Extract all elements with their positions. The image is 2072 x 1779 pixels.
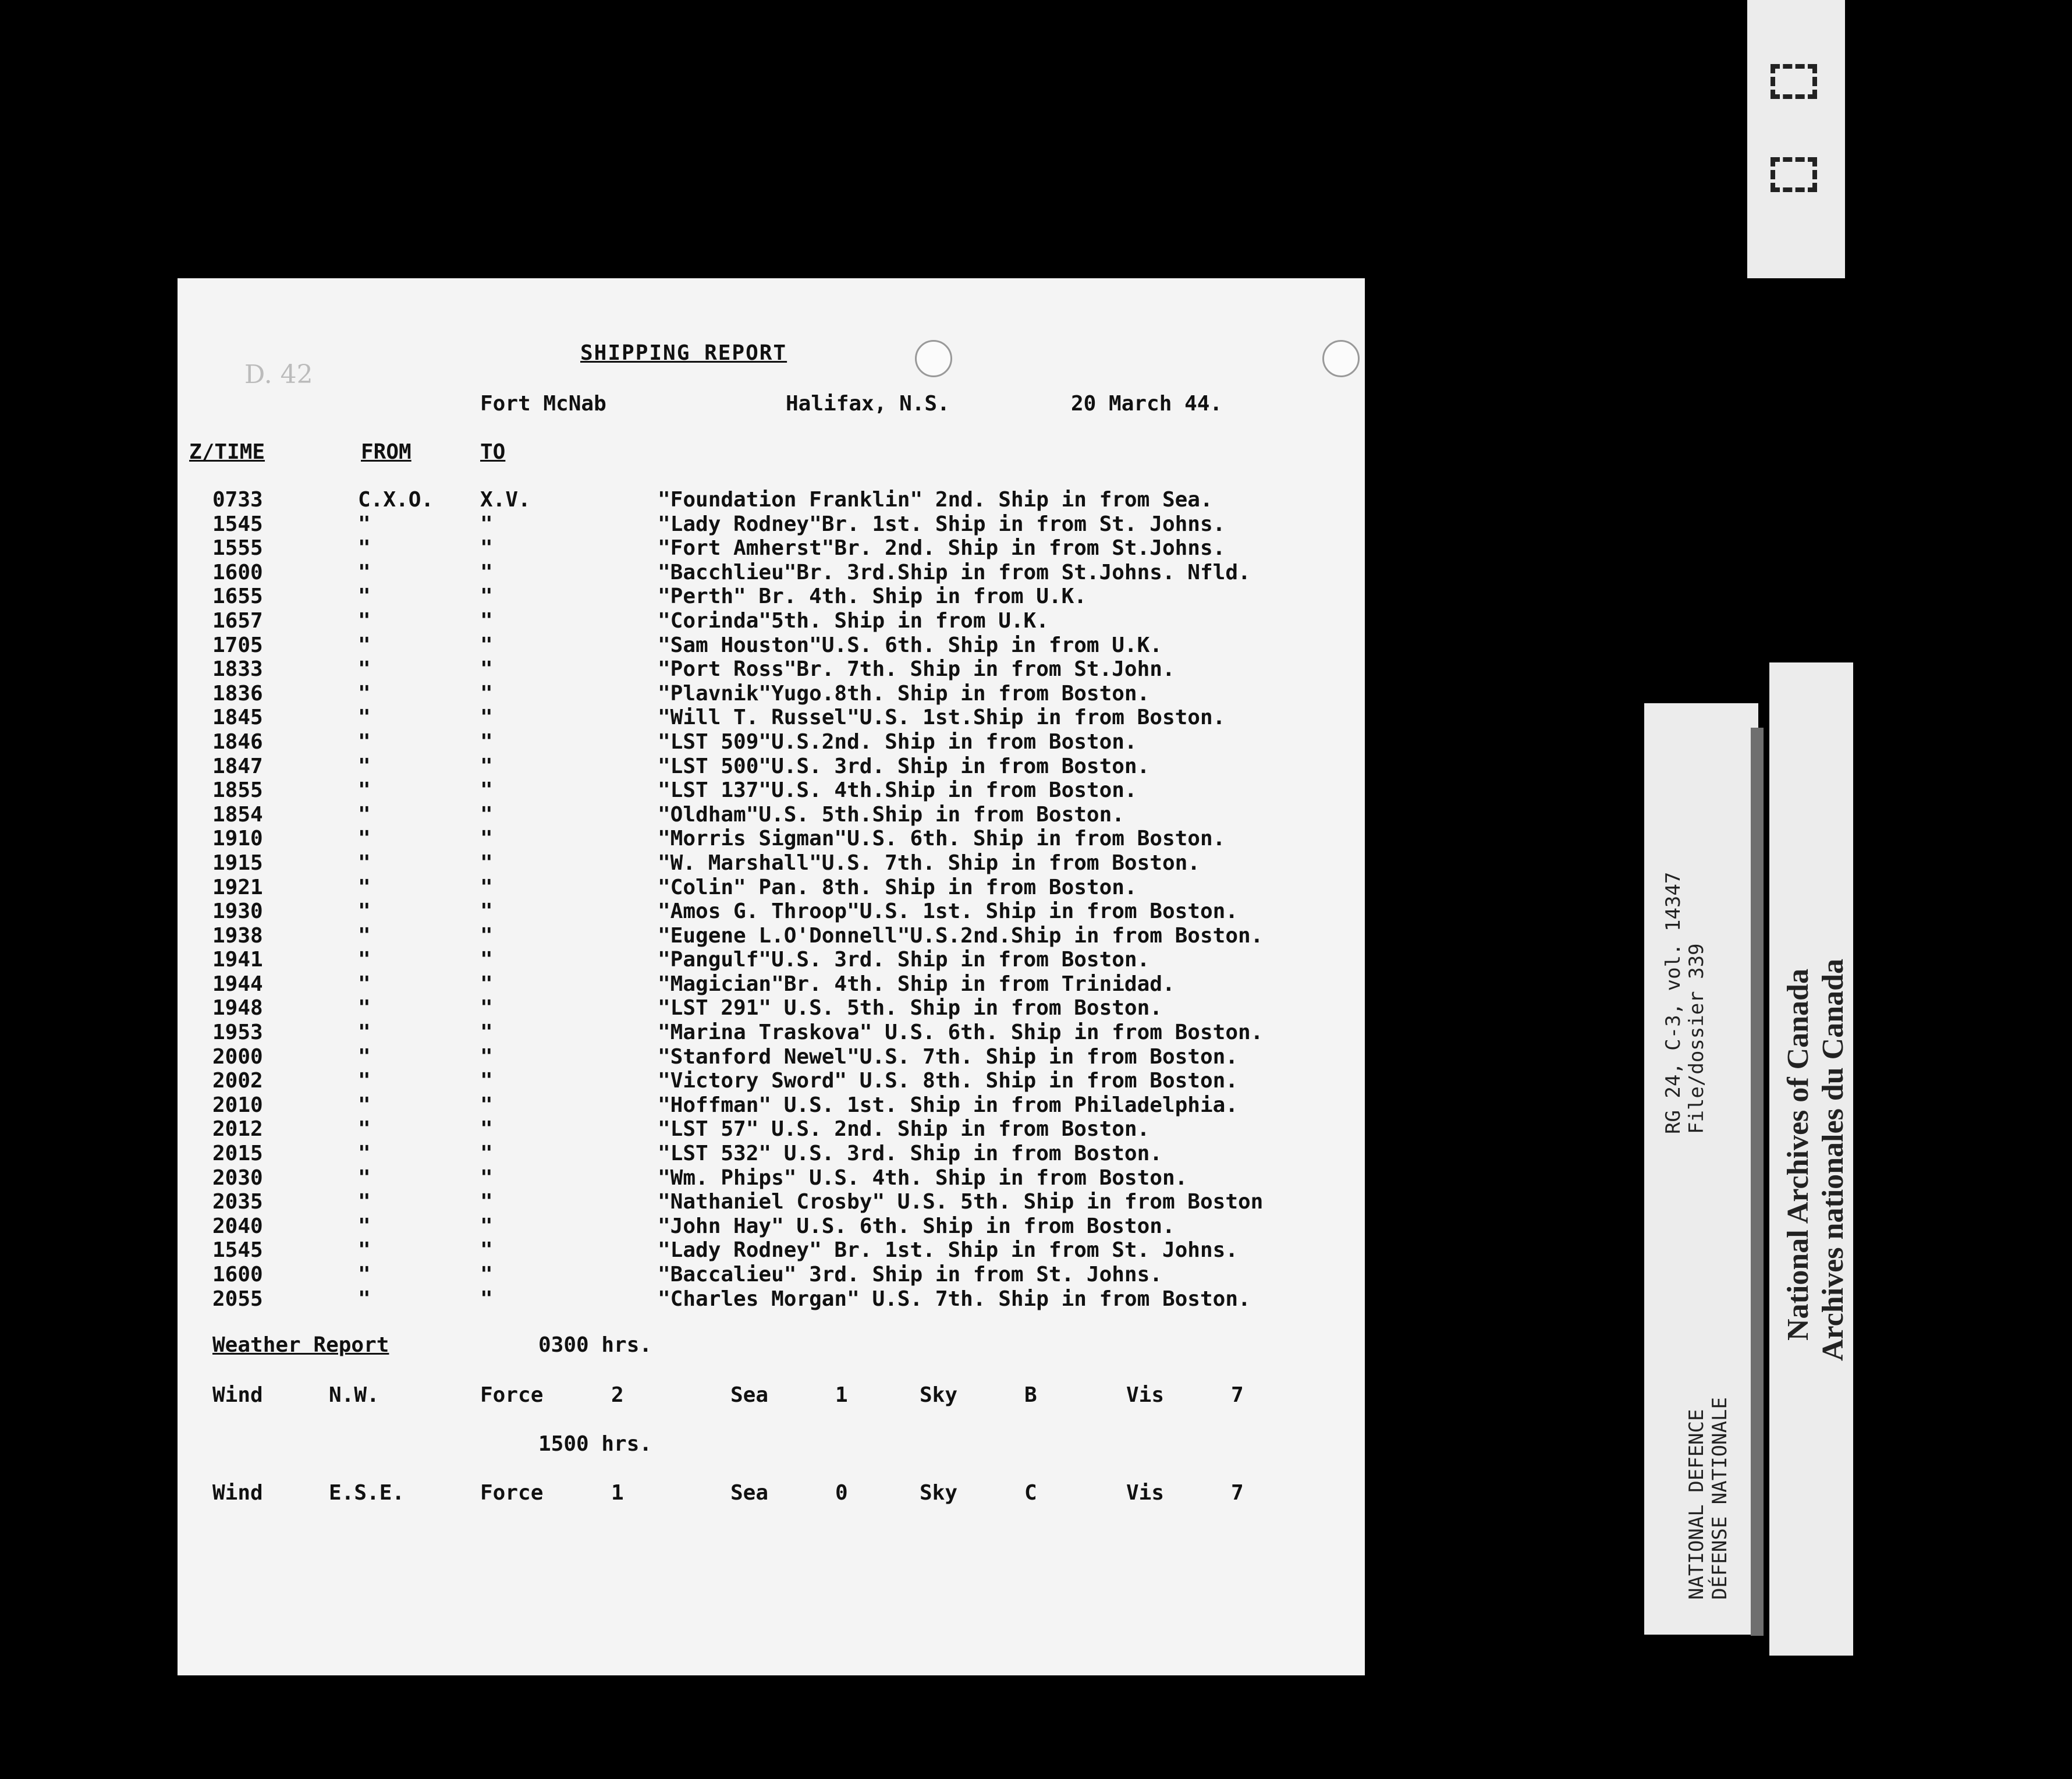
entry-from: " [358,1093,371,1117]
entry-from: " [358,729,371,754]
entry-from: " [358,778,371,803]
entry-description: "Corinda"5th. Ship in from U.K. [658,608,1049,633]
entry-description: "Victory Sword" U.S. 8th. Ship in from Boston. [658,1069,1238,1093]
table-row [178,657,1365,682]
table-row [178,827,1365,851]
entry-time: 1854 [212,802,263,827]
table-row [178,1045,1365,1069]
entry-description: "Lady Rodney"Br. 1st. Ship in from St. Johns. [658,512,1226,536]
entry-time: 2055 [212,1287,263,1311]
table-row [178,1020,1365,1045]
table-row [178,899,1365,924]
entry-from: " [358,972,371,996]
entry-to: " [480,681,493,706]
entry-from: " [358,1287,371,1311]
entry-to: " [480,923,493,948]
dept-line-1: NATIONAL DEFENCE [1685,1409,1708,1600]
entry-to: " [480,1044,493,1069]
table-row [178,851,1365,876]
reference-line-2: File/dossier 339 [1685,943,1708,1134]
entry-from: " [358,1117,371,1142]
reference-line-1: RG 24, C-3, vol. 14347 [1662,871,1685,1134]
entry-time: 2002 [212,1069,263,1093]
entry-description: "Bacchlieu"Br. 3rd.Ship in from St.Johns. Nfld. [658,560,1251,584]
frame-mark-icon [1771,157,1817,192]
entry-time: 2010 [212,1093,263,1117]
entry-from: " [358,1142,371,1166]
entry-to: " [480,850,493,875]
entry-from: " [358,996,371,1020]
entry-to: " [480,1287,493,1311]
weather-time-1: 0300 hrs. [538,1333,652,1357]
entry-to: " [480,1214,493,1238]
entry-from: " [358,1165,371,1190]
sky-value: B [1024,1383,1037,1407]
force-label: Force [480,1481,544,1505]
entry-description: "LST 137"U.S. 4th.Ship in from Boston. [658,778,1137,803]
entry-time: 0733 [212,488,263,512]
entry-time: 1915 [212,850,263,875]
entry-to: " [480,1093,493,1117]
table-row [178,1166,1365,1190]
entry-time: 1705 [212,633,263,657]
national-archives-strip [1769,662,1853,1656]
entry-description: "LST 57" U.S. 2nd. Ship in from Boston. [658,1117,1150,1142]
entry-to: " [480,827,493,851]
entry-description: "LST 500"U.S. 3rd. Ship in from Boston. [658,754,1150,778]
entry-from: " [358,899,371,924]
entry-time: 1655 [212,584,263,609]
table-row [178,706,1365,730]
report-city: Halifax, N.S. [786,392,950,416]
table-row [178,1069,1365,1093]
entry-to: " [480,1142,493,1166]
entry-description: "Port Ross"Br. 7th. Ship in from St.John. [658,657,1175,682]
entry-description: "Wm. Phips" U.S. 4th. Ship in from Boston. [658,1165,1188,1190]
entry-time: 1953 [212,1020,263,1045]
entry-to: " [480,1190,493,1214]
archive-line-1: National Archives of Canada [1782,969,1815,1341]
entry-time: 2015 [212,1142,263,1166]
entry-from: " [358,706,371,730]
entry-description: "LST 291" U.S. 5th. Ship in from Boston. [658,996,1162,1020]
entry-time: 2040 [212,1214,263,1238]
entry-from: " [358,827,371,851]
entry-from: " [358,754,371,778]
entry-to: " [480,729,493,754]
entry-description: "Pangulf"U.S. 3rd. Ship in from Boston. [658,948,1150,972]
entry-from: " [358,608,371,633]
entry-time: 1921 [212,875,263,899]
table-row [178,1263,1365,1287]
table-row [178,803,1365,827]
entry-time: 1836 [212,681,263,706]
entry-time: 1855 [212,778,263,803]
entry-description: "Eugene L.O'Donnell"U.S.2nd.Ship in from Boston. [658,923,1264,948]
report-title: SHIPPING REPORT [580,341,787,365]
entry-from: " [358,1263,371,1287]
frame-tag [1747,0,1845,278]
weather-time-2: 1500 hrs. [538,1432,652,1456]
entry-from: " [358,875,371,899]
column-header-time: Z/TIME [189,440,265,464]
entry-description: "Sam Houston"U.S. 6th. Ship in from U.K. [658,633,1162,657]
wind-value: N.W. [329,1383,379,1407]
entry-from: " [358,536,371,561]
entry-description: "Perth" Br. 4th. Ship in from U.K. [658,584,1087,609]
table-row [178,730,1365,754]
sky-value: C [1024,1481,1037,1505]
entry-from: " [358,1020,371,1045]
entry-time: 1941 [212,948,263,972]
report-date: 20 March 44. [1071,392,1223,416]
table-row [178,536,1365,561]
entry-time: 1944 [212,972,263,996]
table-row [178,778,1365,803]
entry-to: " [480,948,493,972]
dept-line-2: DÉFENSE NATIONALE [1708,1397,1732,1600]
table-row [178,1117,1365,1142]
entry-time: 1845 [212,706,263,730]
table-row [178,924,1365,948]
entry-time: 2035 [212,1190,263,1214]
table-row [178,1142,1365,1166]
entry-to: " [480,633,493,657]
sea-value: 0 [835,1481,848,1505]
entry-from: " [358,1044,371,1069]
force-value: 1 [611,1481,624,1505]
sea-value: 1 [835,1383,848,1407]
table-row [178,682,1365,706]
entry-description: "Will T. Russel"U.S. 1st.Ship in from Boston. [658,706,1226,730]
shipping-entries [178,488,1365,1311]
entry-description: "Morris Sigman"U.S. 6th. Ship in from Boston. [658,827,1226,851]
table-row [178,561,1365,585]
entry-to: " [480,608,493,633]
entry-description: "Stanford Newel"U.S. 7th. Ship in from Boston. [658,1044,1238,1069]
table-row [178,584,1365,609]
entry-time: 1545 [212,1238,263,1263]
table-row [178,948,1365,972]
entry-from: " [358,1190,371,1214]
entry-time: 2000 [212,1044,263,1069]
entry-to: " [480,1069,493,1093]
punch-hole-right [1322,340,1360,377]
punch-hole-left [915,340,952,377]
column-header-from: FROM [361,440,411,464]
sky-label: Sky [920,1383,958,1407]
entry-description: "Nathaniel Crosby" U.S. 5th. Ship in from Boston [658,1190,1264,1214]
entry-description: "Colin" Pan. 8th. Ship in from Boston. [658,875,1137,899]
entry-description: "LST 532" U.S. 3rd. Ship in from Boston. [658,1142,1162,1166]
entry-time: 1600 [212,560,263,584]
entry-description: "Baccalieu" 3rd. Ship in from St. Johns. [658,1263,1162,1287]
table-row [178,996,1365,1020]
entry-description: "Charles Morgan" U.S. 7th. Ship in from Boston. [658,1287,1251,1311]
entry-from: " [358,584,371,609]
weather-report-title: Weather Report [212,1333,389,1357]
vis-value: 7 [1231,1481,1244,1505]
entry-time: 1930 [212,899,263,924]
table-row [178,488,1365,512]
force-label: Force [480,1383,544,1407]
wind-label: Wind [212,1481,263,1505]
entry-time: 1948 [212,996,263,1020]
vis-label: Vis [1126,1481,1165,1505]
entry-from: C.X.O. [358,488,434,512]
entry-to: X.V. [480,488,531,512]
entry-description: "John Hay" U.S. 6th. Ship in from Boston. [658,1214,1175,1238]
archive-line-2: Archives nationales du Canada [1816,958,1850,1361]
entry-to: " [480,899,493,924]
archive-reference-strip [1644,703,1758,1635]
table-row [178,754,1365,779]
entry-description: "Lady Rodney" Br. 1st. Ship in from St. Johns. [658,1238,1238,1263]
entry-to: " [480,1165,493,1190]
entry-to: " [480,1020,493,1045]
entry-from: " [358,923,371,948]
entry-time: 1910 [212,827,263,851]
entry-time: 1600 [212,1263,263,1287]
table-row [178,633,1365,658]
wind-value: E.S.E. [329,1481,405,1505]
weather-row-1 [178,1383,1365,1409]
table-row [178,1214,1365,1239]
table-row [178,512,1365,537]
table-row [178,609,1365,633]
entry-to: " [480,778,493,803]
entry-description: "Hoffman" U.S. 1st. Ship in from Philadelphia. [658,1093,1238,1117]
entry-time: 1847 [212,754,263,778]
table-row [178,1287,1365,1312]
entry-to: " [480,560,493,584]
entry-from: " [358,1214,371,1238]
entry-time: 2030 [212,1165,263,1190]
entry-to: " [480,706,493,730]
entry-time: 1555 [212,536,263,561]
table-row [178,1238,1365,1263]
entry-to: " [480,996,493,1020]
entry-from: " [358,633,371,657]
entry-time: 1846 [212,729,263,754]
entry-time: 2012 [212,1117,263,1142]
entry-to: " [480,1263,493,1287]
entry-to: " [480,754,493,778]
entry-from: " [358,948,371,972]
frame-mark-icon [1771,64,1817,99]
entry-from: " [358,560,371,584]
entry-description: "Marina Traskova" U.S. 6th. Ship in from Boston. [658,1020,1264,1045]
entry-from: " [358,681,371,706]
entry-to: " [480,802,493,827]
handwritten-mark: D. 42 [244,360,313,389]
force-value: 2 [611,1383,624,1407]
entry-description: "LST 509"U.S.2nd. Ship in from Boston. [658,729,1137,754]
entry-from: " [358,1069,371,1093]
entry-to: " [480,1238,493,1263]
entry-to: " [480,584,493,609]
entry-from: " [358,657,371,682]
entry-to: " [480,1117,493,1142]
entry-to: " [480,972,493,996]
entry-from: " [358,802,371,827]
entry-time: 1833 [212,657,263,682]
entry-description: "Magician"Br. 4th. Ship in from Trinidad. [658,972,1175,996]
entry-description: "Plavnik"Yugo.8th. Ship in from Boston. [658,681,1150,706]
weather-row-2 [178,1481,1365,1507]
strip-edge [1751,728,1764,1636]
entry-time: 1545 [212,512,263,536]
sea-label: Sea [730,1383,769,1407]
column-header-to: TO [480,440,506,464]
entry-description: "Fort Amherst"Br. 2nd. Ship in from St.Johns. [658,536,1226,561]
sky-label: Sky [920,1481,958,1505]
shipping-report-page [178,278,1365,1675]
entry-time: 1938 [212,923,263,948]
entry-description: "Foundation Franklin" 2nd. Ship in from Sea. [658,488,1213,512]
entry-to: " [480,875,493,899]
report-location: Fort McNab [480,392,606,416]
vis-label: Vis [1126,1383,1165,1407]
sea-label: Sea [730,1481,769,1505]
entry-description: "W. Marshall"U.S. 7th. Ship in from Boston. [658,850,1200,875]
entry-description: "Amos G. Throop"U.S. 1st. Ship in from Boston. [658,899,1238,924]
table-row [178,876,1365,900]
wind-label: Wind [212,1383,263,1407]
entry-from: " [358,1238,371,1263]
table-row [178,1093,1365,1118]
entry-description: "Oldham"U.S. 5th.Ship in from Boston. [658,802,1124,827]
vis-value: 7 [1231,1383,1244,1407]
entry-to: " [480,657,493,682]
table-row [178,1190,1365,1214]
entry-to: " [480,536,493,561]
entry-to: " [480,512,493,536]
entry-time: 1657 [212,608,263,633]
entry-from: " [358,512,371,536]
table-row [178,972,1365,997]
entry-from: " [358,850,371,875]
